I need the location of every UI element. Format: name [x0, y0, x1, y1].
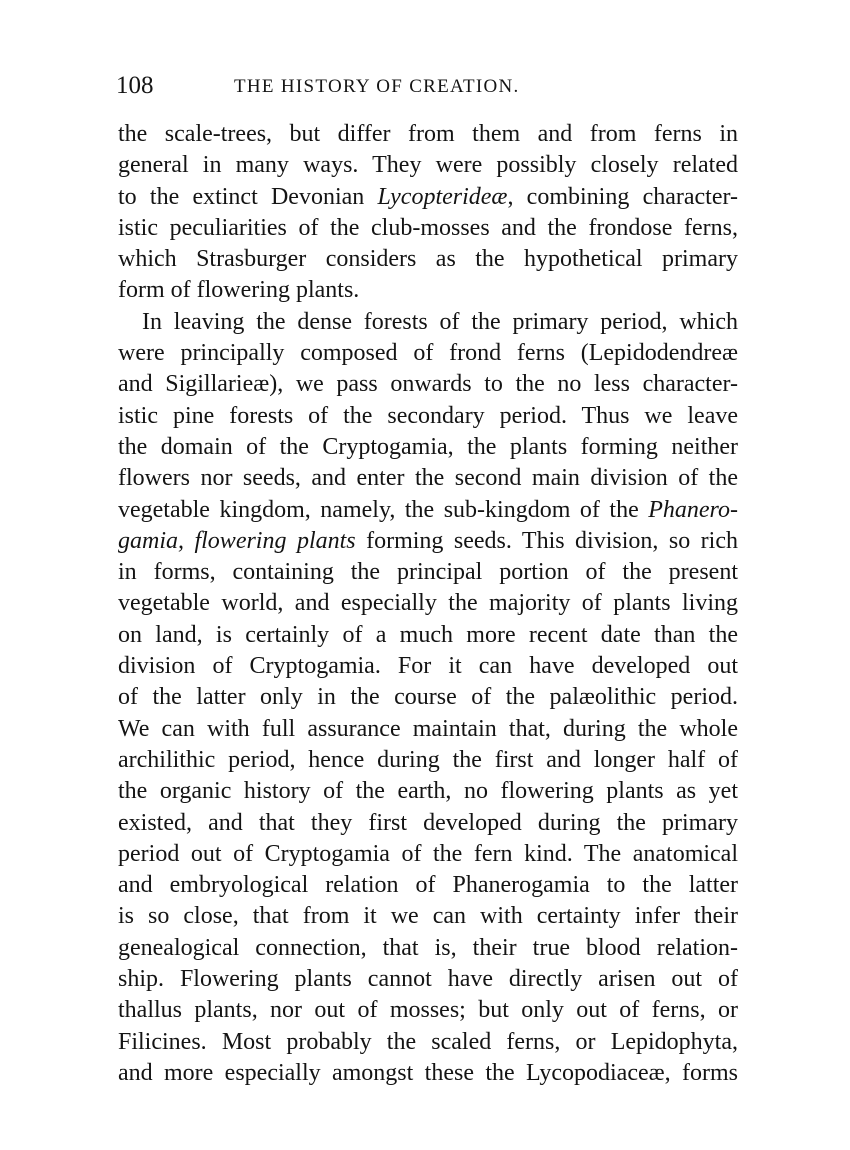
italic-text: gamia, flowering plants	[118, 527, 356, 554]
text-line: is so close, that from it we can with certainty infer their	[118, 903, 738, 930]
italic-text: Phanero-	[648, 496, 738, 523]
text-line: genealogical connection, that is, their true blood relation-	[118, 934, 738, 961]
text-line: period out of Cryptogamia of the fern kind. The anatomical	[118, 840, 738, 867]
text-line: in forms, containing the principal portion of the present	[118, 559, 738, 586]
text-line	[118, 495, 738, 526]
text-run: forming seeds. This division, so rich	[355, 527, 738, 554]
text-line: on land, is certainly of a much more recent date than the	[118, 621, 738, 648]
text-line: the organic history of the earth, no flowering plants as yet	[118, 778, 738, 805]
text-line: Filicines. Most probably the scaled ferns, or Lepidophyta,	[118, 1028, 738, 1055]
text-line: division of Cryptogamia. For it can have developed out	[118, 653, 738, 680]
text-line: general in many ways. They were possibly closely related	[118, 152, 738, 179]
text-line	[118, 182, 738, 213]
text-line: form of flowering plants.	[118, 277, 360, 304]
text-line: and embryological relation of Phanerogamia to the latter	[118, 872, 738, 899]
text-run: vegetable kingdom, namely, the sub-kingdom of the	[118, 496, 649, 523]
text-line: We can with full assurance maintain that, during the whole	[118, 715, 738, 742]
running-header	[116, 70, 736, 102]
italic-text: Lycopterideæ	[377, 183, 508, 210]
text-line: and Sigillarieæ), we pass onwards to the no less character-	[118, 371, 738, 398]
text-run: , combining character-	[507, 183, 738, 210]
text-line: were principally composed of frond ferns (Lepidodendreæ	[118, 340, 738, 367]
body-text	[118, 119, 738, 1089]
text-line: thallus plants, nor out of mosses; but only out of ferns, or	[118, 997, 738, 1024]
text-run: to the extinct Devonian	[118, 183, 378, 210]
text-line: archilithic period, hence during the first and longer half of	[118, 746, 738, 773]
text-line: and more especially amongst these the Lycopodiaceæ, forms	[118, 1059, 738, 1086]
text-line: flowers nor seeds, and enter the second main division of the	[118, 465, 738, 492]
text-line: istic pine forests of the secondary period. Thus we leave	[118, 402, 738, 429]
text-line: istic peculiarities of the club-mosses and the frondose ferns,	[118, 214, 738, 241]
page-number: 108	[116, 72, 154, 99]
text-line: of the latter only in the course of the palæolithic period.	[118, 684, 738, 711]
text-line: the domain of the Cryptogamia, the plants forming neither	[118, 433, 738, 460]
text-line	[118, 526, 738, 557]
text-line: vegetable world, and especially the majority of plants living	[118, 590, 738, 617]
text-line: In leaving the dense forests of the primary period, which	[142, 308, 738, 335]
text-line: existed, and that they first developed during the primary	[118, 809, 738, 836]
text-line: which Strasburger considers as the hypothetical primary	[118, 246, 738, 273]
running-title: THE HISTORY OF CREATION.	[234, 76, 520, 97]
text-line: the scale-trees, but differ from them and from ferns in	[118, 121, 738, 147]
text-line: ship. Flowering plants cannot have directly arisen out of	[118, 966, 738, 993]
